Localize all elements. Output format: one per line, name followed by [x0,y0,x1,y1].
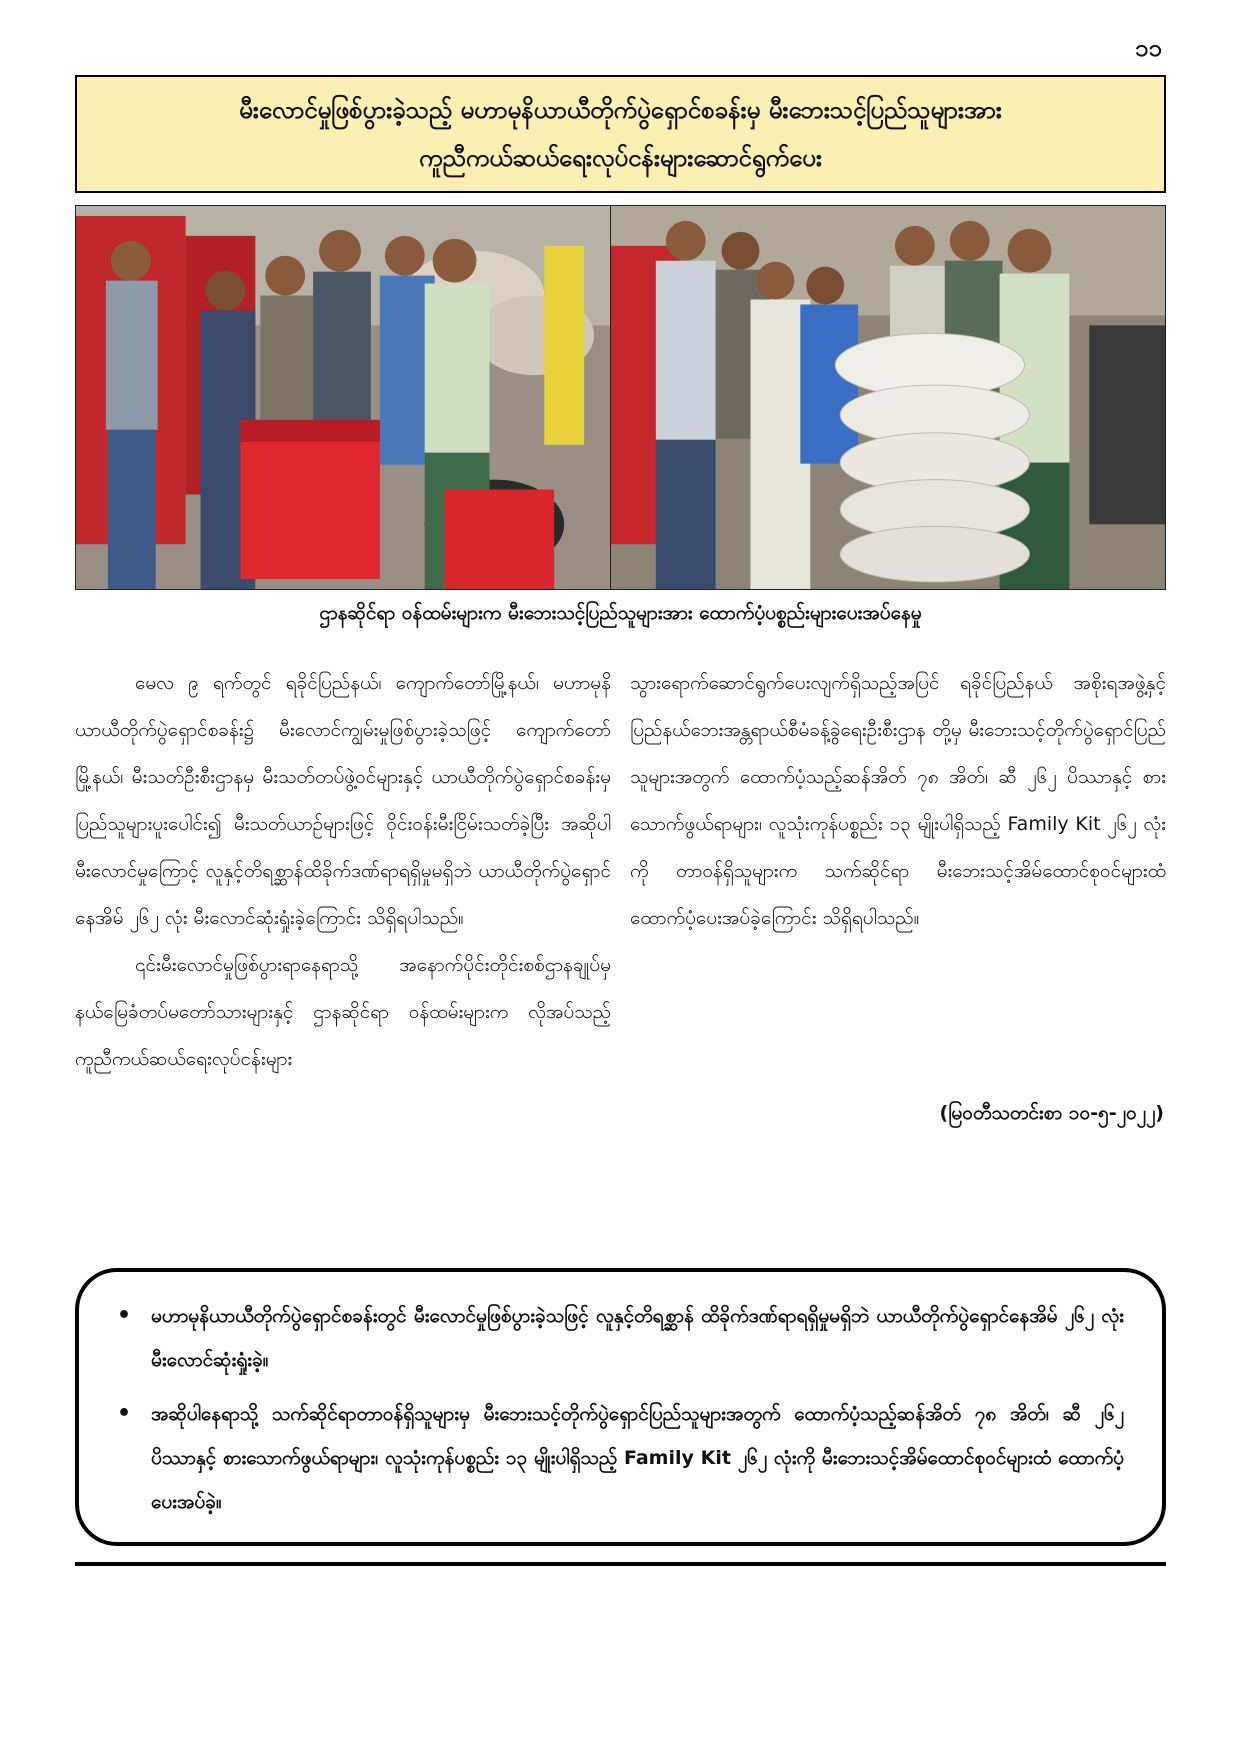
photo-right-person-1-longyi [656,440,716,589]
photo-right-dark-bags [1089,325,1165,524]
photo-right-person-1-head [666,221,706,261]
article-column-left [75,660,611,1160]
photo-right-rice-sack-5 [840,526,1029,582]
summary-item [117,1392,1124,1524]
photo-right-person-4-body [800,304,858,463]
photo-right-person-1-body [656,261,716,440]
photo-left-yellow-figure [544,246,584,445]
photo-left-person-6-head [433,239,477,283]
headline-box [75,75,1166,193]
photo-left-person-6-body [425,284,490,453]
photo-right-scene [611,206,1165,589]
summary-item-text: မဟာမုနိယာယီတိုက်ပွဲရှောင်စခန်းတွင် မီးလောင်မှုဖြစ်ပွားခဲ့သဖြင့် လူနှင့်တိရစ္ဆာန် ထိခိုက်ဒဏ်ရာရရှိမှုမရှိဘဲ ယာယီတိုက်ပွဲရှောင်နေအိမ် ၂၆၂ လုံး မီးလောင်ဆုံးရှုံးခဲ့။ [151,1305,1124,1371]
photo-right [610,205,1166,590]
photo-right-person-5-head [895,226,935,266]
summary-list [117,1294,1124,1524]
photo-right-person-7-head [1008,229,1052,273]
photo-right-person-6-head [950,221,990,261]
photo-left-person-2-head [206,271,246,311]
headline-line-1: မီးလောင်မှုဖြစ်ပွားခဲ့သည့် မဟာမုနိယာယီတိုက်ပွဲရှောင်စခန်းမှ မီးဘေးသင့်ပြည်သူများအား [239,96,1002,124]
photo-left-scene [76,206,610,589]
photo-left-person-4-head [319,230,361,272]
bullet-icon: • [117,1303,132,1328]
photo-left-red-box-lid [240,420,379,442]
article-paragraph-1: မေလ ၉ ရက်တွင် ရခိုင်ပြည်နယ်၊ ကျောက်တော်မြို့နယ်၊ မဟာမုနိယာယီတိုက်ပွဲရှောင်စခန်း၌ မီးလောင်ကျွမ်းမှုဖြစ်ပွားခဲ့သဖြင့် ကျောက်တော်မြို့နယ်၊ မီးသတ်ဦးစီးဌာနမှ မီးသတ်တပ်ဖွဲ့ဝင်များနှင့် ယာယီတိုက်ပွဲရှောင်စခန်းမှ ပြည်သူများပူးပေါင်း၍ မီးသတ်ယာဉ်များဖြင့် ဝိုင်းဝန်းမီးငြိမ်းသတ်ခဲ့ပြီး အဆိုပါ မီးလောင်မှုကြောင့် လူနှင့်တိရစ္ဆာန်ထိခိုက်ဒဏ်ရာရရှိမှုမရှိဘဲ ယာယီတိုက်ပွဲရှောင်နေအိမ် ၂၆၂ လုံး မီးလောင်ဆုံးရှုံးခဲ့ကြောင်း သိရှိရပါသည်။ [75,672,611,929]
article-paragraph-2-continued: သွားရောက်ဆောင်ရွက်ပေးလျက်ရှိသည့်အပြင် ရခိုင်ပြည်နယ် အစိုးရအဖွဲ့နှင့် ပြည်နယ်ဘေးအန္တရာယ်စီမံခန့်ခွဲရေးဦးစီးဌာန တို့မှ မီးဘေးသင့်တိုက်ပွဲရှောင်ပြည်သူများအတွက် ထောက်ပံ့သည့်ဆန်အိတ် ၇၈ အိတ်၊ ဆီ ၂၆၂ ပိဿာနှင့် စားသောက်ဖွယ်ရာများ၊ လူသုံးကုန်ပစ္စည်း ၁၃ မျိုးပါရှိသည့် Family Kit ၂၆၂ လုံးကို တာဝန်ရှိသူများက သက်ဆိုင်ရာ မီးဘေးသင့်အိမ်ထောင်စုဝင်များထံ ထောက်ပံ့ပေးအပ်ခဲ့ကြောင်း သိရှိရပါသည်။ [630,672,1166,929]
photo-left-person-5-head [385,236,425,276]
photo-right-person-3-head [756,262,794,300]
summary-box [75,1268,1166,1546]
article-column-right [630,660,1166,1160]
photo-left-person-1-head [111,241,151,281]
photo-right-person-4-head [806,267,844,305]
article-source: (မြဝတီသတင်းစာ ၁၀-၅-၂၀၂၂) [939,1102,1164,1124]
photo-left-person-1-body [106,281,158,430]
photo-left-red-family-kit-box [240,420,379,579]
photo-right-person-2-head [722,232,760,270]
headline-line-2: ကူညီကယ်ဆယ်ရေးလုပ်ငန်းများဆောင်ရွက်ပေး [419,144,822,172]
bottom-divider [75,1562,1166,1566]
photo-left-person-3-head [265,256,305,296]
photo-left [75,205,611,590]
bullet-icon: • [117,1401,132,1426]
article-paragraph-2: ၎င်းမီးလောင်မှုဖြစ်ပွားရာနေရာသို့ အနောက်ပိုင်းတိုင်းစစ်ဌာနချုပ်မှ နယ်မြေခံတပ်မတော်သားများနှင့် ဌာနဆိုင်ရာ ဝန်ထမ်းများက လိုအပ်သည့် ကူညီကယ်ဆယ်ရေးလုပ်ငန်းများ [75,954,611,1070]
photo-caption: ဌာနဆိုင်ရာ ဝန်ထမ်းများက မီးဘေးသင့်ပြည်သူများအား ထောက်ပံ့ပစ္စည်းများပေးအပ်နေမှု [319,602,922,624]
summary-item [117,1294,1124,1382]
summary-item-text: အဆိုပါနေရာသို့ သက်ဆိုင်ရာတာဝန်ရှိသူများမှ မီးဘေးသင့်တိုက်ပွဲရှောင်ပြည်သူများအတွက် ထောက်ပံ့သည့်ဆန်အိတ် ၇၈ အိတ်၊ ဆီ ၂၆၂ ပိဿာနှင့် စားသောက်ဖွယ်ရာများ၊ လူသုံးကုန်ပစ္စည်း ၁၃ မျိုးပါရှိသည့် Family Kit ၂၆၂ လုံးကို မီးဘေးသင့်အိမ်ထောင်စုဝင်များထံ ထောက်ပံ့ပေးအပ်ခဲ့။ [151,1403,1124,1513]
page-number: ၁၁ [1135,34,1162,62]
photo-left-red-box-small [445,490,555,589]
photo-left-person-1-longyi [108,430,156,589]
